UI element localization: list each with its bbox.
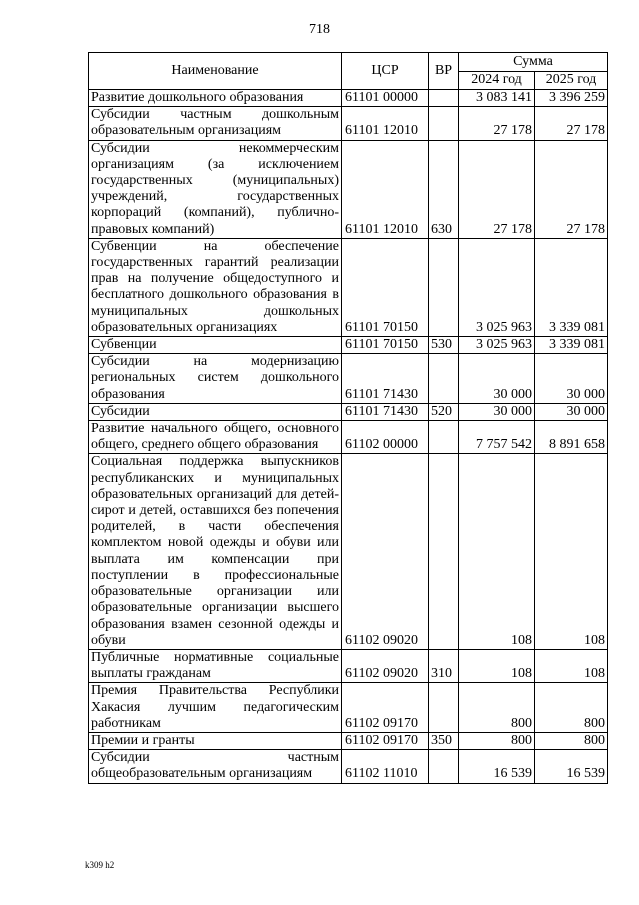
row-name: Субсидии некоммерческим организациям (за исключением государственных (муниципальных) учреждений, государственных корпораций (компаний), публично-правовых компаний)	[89, 140, 342, 238]
row-csr: 61102 11010	[342, 750, 429, 783]
row-csr: 61101 70150	[342, 337, 429, 354]
row-value-2024: 3 083 141	[459, 90, 535, 107]
row-name: Субсидии на модернизацию региональных систем дошкольного образования	[89, 354, 342, 404]
row-vr	[429, 421, 459, 454]
row-value-2025: 8 891 658	[535, 421, 608, 454]
header-year-2024: 2024 год	[459, 72, 535, 90]
row-vr: 530	[429, 337, 459, 354]
header-name: Наименование	[89, 53, 342, 90]
table-row	[89, 403, 608, 420]
row-value-2024: 108	[459, 649, 535, 682]
row-vr	[429, 683, 459, 733]
row-csr: 61101 12010	[342, 107, 429, 140]
row-value-2025: 30 000	[535, 354, 608, 404]
row-value-2025: 27 178	[535, 107, 608, 140]
table-row	[89, 421, 608, 454]
row-value-2025: 30 000	[535, 403, 608, 420]
row-name: Премии и гранты	[89, 732, 342, 749]
row-name: Премия Правительства Республики Хакасия лучшим педагогическим работникам	[89, 683, 342, 733]
row-csr: 61102 09020	[342, 454, 429, 649]
row-value-2024: 3 025 963	[459, 337, 535, 354]
row-vr: 520	[429, 403, 459, 420]
row-value-2025: 3 339 081	[535, 337, 608, 354]
table-row	[89, 750, 608, 783]
row-value-2025: 16 539	[535, 750, 608, 783]
row-value-2024: 30 000	[459, 403, 535, 420]
row-csr: 61101 00000	[342, 90, 429, 107]
row-value-2025: 800	[535, 732, 608, 749]
row-csr: 61101 71430	[342, 403, 429, 420]
row-name: Субвенции	[89, 337, 342, 354]
budget-table	[88, 52, 608, 784]
row-name: Субвенции на обеспечение государственных гарантий реализации прав на получение общедоступного и бесплатного дошкольного образования в муниципальных дошкольных образовательных организациях	[89, 238, 342, 336]
row-value-2024: 3 025 963	[459, 238, 535, 336]
row-csr: 61102 09020	[342, 649, 429, 682]
table-row	[89, 140, 608, 238]
table-row	[89, 337, 608, 354]
row-csr: 61101 12010	[342, 140, 429, 238]
row-vr	[429, 238, 459, 336]
row-vr	[429, 90, 459, 107]
table-row	[89, 354, 608, 404]
row-vr: 630	[429, 140, 459, 238]
table-row	[89, 683, 608, 733]
row-value-2024: 27 178	[459, 107, 535, 140]
row-csr: 61101 70150	[342, 238, 429, 336]
row-vr	[429, 750, 459, 783]
row-csr: 61102 09170	[342, 732, 429, 749]
row-name: Публичные нормативные социальные выплаты гражданам	[89, 649, 342, 682]
row-csr: 61101 71430	[342, 354, 429, 404]
row-csr: 61102 09170	[342, 683, 429, 733]
header-sum: Сумма	[459, 53, 608, 72]
row-vr	[429, 107, 459, 140]
row-value-2024: 800	[459, 683, 535, 733]
table-row	[89, 454, 608, 649]
row-name: Развитие дошкольного образования	[89, 90, 342, 107]
table-row	[89, 90, 608, 107]
row-name: Субсидии частным общеобразовательным организациям	[89, 750, 342, 783]
row-value-2024: 7 757 542	[459, 421, 535, 454]
row-vr	[429, 454, 459, 649]
table-row	[89, 238, 608, 336]
row-vr: 310	[429, 649, 459, 682]
row-vr: 350	[429, 732, 459, 749]
row-value-2024: 16 539	[459, 750, 535, 783]
page-number: 718	[309, 22, 330, 37]
table-row	[89, 107, 608, 140]
row-csr: 61102 00000	[342, 421, 429, 454]
row-name: Субсидии частным дошкольным образовательным организациям	[89, 107, 342, 140]
row-value-2025: 108	[535, 454, 608, 649]
row-name: Субсидии	[89, 403, 342, 420]
footer-code: k309 h2	[85, 860, 115, 870]
row-name: Развитие начального общего, основного общего, среднего общего образования	[89, 421, 342, 454]
header-csr: ЦСР	[342, 53, 429, 90]
header-vr: ВР	[429, 53, 459, 90]
table-row	[89, 649, 608, 682]
row-value-2025: 27 178	[535, 140, 608, 238]
table-row	[89, 732, 608, 749]
row-value-2024: 30 000	[459, 354, 535, 404]
row-value-2024: 108	[459, 454, 535, 649]
row-value-2025: 3 396 259	[535, 90, 608, 107]
row-value-2025: 108	[535, 649, 608, 682]
row-value-2025: 800	[535, 683, 608, 733]
row-name: Социальная поддержка выпускников республиканских и муниципальных образовательных организаций для детей-сирот и детей, оставшихся без попечения родителей, в части обеспечения комплектом новой одежды и обуви или выплата им компенсации при поступлении в профессиональные образовательные организации или образовательные организации высшего образования взамен сезонной одежды и обуви	[89, 454, 342, 649]
row-value-2025: 3 339 081	[535, 238, 608, 336]
row-value-2024: 27 178	[459, 140, 535, 238]
header-year-2025: 2025 год	[535, 72, 608, 90]
row-value-2024: 800	[459, 732, 535, 749]
row-vr	[429, 354, 459, 404]
